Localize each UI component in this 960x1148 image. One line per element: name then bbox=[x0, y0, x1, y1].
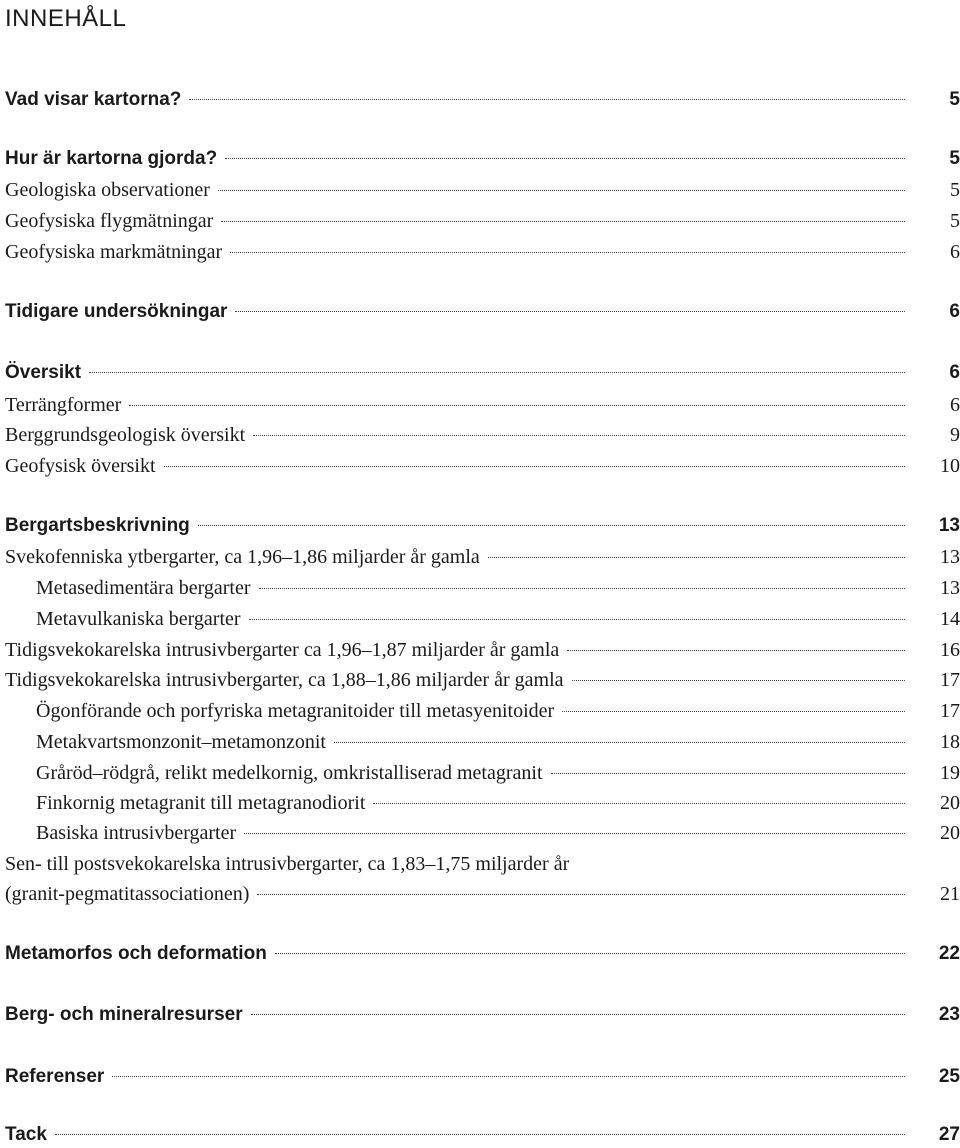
toc-entry-label: Sen- till postsvekokarelska intrusivbergarter, ca 1,83–1,75 miljarder år bbox=[5, 853, 570, 875]
dot-leader bbox=[259, 588, 905, 589]
toc-entry-label: Terrängformer bbox=[5, 394, 122, 416]
toc-entry-page: 17 bbox=[940, 669, 960, 691]
toc-entry-label: Geologiska observationer bbox=[5, 179, 210, 201]
toc-entry-page: 17 bbox=[940, 700, 960, 722]
dot-leader bbox=[55, 1134, 905, 1135]
dot-leader bbox=[275, 953, 905, 954]
toc-entry[interactable] bbox=[5, 851, 960, 877]
toc-entry-label: Tidigsvekokarelska intrusivbergarter ca 1,96–1,87 miljarder år gamla bbox=[5, 639, 560, 661]
toc-entry[interactable] bbox=[5, 575, 960, 601]
toc-entry-page: 14 bbox=[940, 608, 960, 630]
dot-leader bbox=[562, 711, 905, 712]
toc-entry[interactable] bbox=[5, 146, 960, 172]
toc-entry-label: Översikt bbox=[5, 362, 82, 383]
toc-entry[interactable] bbox=[5, 208, 960, 234]
dot-leader bbox=[567, 650, 905, 651]
toc-entry-label: Finkornig metagranit till metagranodiorit bbox=[36, 792, 366, 814]
toc-entry-label: Hur är kartorna gjorda? bbox=[5, 148, 218, 169]
dot-leader bbox=[572, 680, 906, 681]
dot-leader bbox=[129, 405, 905, 406]
dot-leader bbox=[218, 190, 905, 191]
toc-entry-page: 6 bbox=[950, 241, 960, 263]
dot-leader bbox=[198, 525, 905, 526]
toc-entry-page: 5 bbox=[949, 89, 960, 110]
dot-leader bbox=[230, 252, 905, 253]
toc-entry-page: 13 bbox=[940, 577, 960, 599]
toc-entry-page: 5 bbox=[950, 179, 960, 201]
toc-entry-label: Geofysiska flygmätningar bbox=[5, 210, 214, 232]
toc-entry[interactable] bbox=[5, 239, 960, 265]
toc-entry-page: 9 bbox=[950, 424, 960, 446]
toc-entry-label: Vad visar kartorna? bbox=[5, 89, 182, 110]
toc-entry-label: Berggrundsgeologisk översikt bbox=[5, 424, 246, 446]
dot-leader bbox=[551, 773, 905, 774]
dot-leader bbox=[164, 466, 905, 467]
toc-entry-label: Metavulkaniska bergarter bbox=[36, 608, 241, 630]
page-title: INNEHÅLL bbox=[5, 5, 127, 32]
toc-entry-page: 25 bbox=[938, 1066, 960, 1087]
toc-entry[interactable] bbox=[5, 637, 960, 663]
toc-entry[interactable] bbox=[5, 1002, 960, 1028]
dot-leader bbox=[488, 557, 905, 558]
dot-leader bbox=[334, 742, 905, 743]
toc-entry-label: Ögonförande och porfyriska metagranitoider till metasyenitoider bbox=[36, 700, 555, 722]
toc-entry-label: Tidigsvekokarelska intrusivbergarter, ca 1,88–1,86 miljarder år gamla bbox=[5, 669, 564, 691]
toc-entry-label: Metamorfos och deformation bbox=[5, 943, 267, 964]
toc-entry-label: Referenser bbox=[5, 1066, 105, 1087]
toc-entry-page: 5 bbox=[949, 148, 960, 169]
dot-leader bbox=[189, 99, 905, 100]
toc-entry[interactable] bbox=[5, 177, 960, 203]
toc-entry-label: Metasedimentära bergarter bbox=[36, 577, 251, 599]
toc-entry-page: 27 bbox=[938, 1124, 960, 1145]
toc-entry-page: 21 bbox=[940, 883, 960, 905]
toc-entry[interactable] bbox=[5, 698, 960, 724]
toc-entry[interactable] bbox=[5, 760, 960, 786]
toc-entry-label: Basiska intrusivbergarter bbox=[36, 822, 237, 844]
dot-leader bbox=[225, 158, 905, 159]
toc-entry[interactable] bbox=[5, 453, 960, 479]
toc-entry[interactable] bbox=[5, 299, 960, 325]
toc-entry-page: 10 bbox=[940, 455, 960, 477]
toc-entry[interactable] bbox=[5, 544, 960, 570]
dot-leader bbox=[249, 619, 905, 620]
toc-entry[interactable] bbox=[5, 729, 960, 755]
toc-entry-page: 19 bbox=[940, 762, 960, 784]
toc-entry[interactable] bbox=[5, 422, 960, 448]
toc-entry[interactable] bbox=[5, 392, 960, 418]
toc-entry-label: Tidigare undersökningar bbox=[5, 301, 228, 322]
toc-entry[interactable] bbox=[5, 820, 960, 846]
toc-entry-page: 20 bbox=[940, 822, 960, 844]
toc-entry-page: 13 bbox=[940, 546, 960, 568]
dot-leader bbox=[112, 1076, 905, 1077]
dot-leader bbox=[89, 372, 905, 373]
toc-entry-page: 18 bbox=[940, 731, 960, 753]
toc-entry-label: Berg- och mineralresurser bbox=[5, 1004, 243, 1025]
toc-entry[interactable] bbox=[5, 1122, 960, 1148]
toc-entry[interactable] bbox=[5, 881, 960, 907]
toc-entry-page: 5 bbox=[950, 210, 960, 232]
toc-entry-label: Metakvartsmonzonit–metamonzonit bbox=[36, 731, 326, 753]
toc-entry[interactable] bbox=[5, 941, 960, 967]
toc-entry-page: 13 bbox=[938, 515, 960, 536]
toc-entry[interactable] bbox=[5, 790, 960, 816]
toc-entry[interactable] bbox=[5, 606, 960, 632]
toc-entry-label: Bergartsbeskrivning bbox=[5, 515, 190, 536]
toc-entry[interactable] bbox=[5, 360, 960, 386]
toc-entry-page: 23 bbox=[938, 1004, 960, 1025]
toc-entry-label: Geofysiska markmätningar bbox=[5, 241, 223, 263]
dot-leader bbox=[235, 311, 905, 312]
toc-entry-label: Svekofenniska ytbergarter, ca 1,96–1,86 miljarder år gamla bbox=[5, 546, 480, 568]
toc-entry-label: Tack bbox=[5, 1124, 47, 1145]
toc-entry-page: 16 bbox=[940, 639, 960, 661]
toc-entry[interactable] bbox=[5, 1064, 960, 1090]
dot-leader bbox=[257, 894, 905, 895]
toc-entry-page: 6 bbox=[949, 362, 960, 383]
toc-entry-label: Geofysisk översikt bbox=[5, 455, 156, 477]
toc-entry[interactable] bbox=[5, 667, 960, 693]
dot-leader bbox=[244, 833, 905, 834]
toc-entry-label: Gråröd–rödgrå, relikt medelkornig, omkristalliserad metagranit bbox=[36, 762, 543, 784]
dot-leader bbox=[251, 1014, 905, 1015]
toc-entry-page: 6 bbox=[950, 394, 960, 416]
dot-leader bbox=[253, 435, 905, 436]
toc-entry-page: 20 bbox=[940, 792, 960, 814]
toc-entry[interactable] bbox=[5, 87, 960, 113]
toc-entry-page: 6 bbox=[949, 301, 960, 322]
toc-entry-label: (granit-pegmatitassociationen) bbox=[5, 883, 250, 905]
toc-entry-page: 22 bbox=[938, 943, 960, 964]
dot-leader bbox=[221, 221, 905, 222]
dot-leader bbox=[373, 803, 905, 804]
toc-entry[interactable] bbox=[5, 513, 960, 539]
